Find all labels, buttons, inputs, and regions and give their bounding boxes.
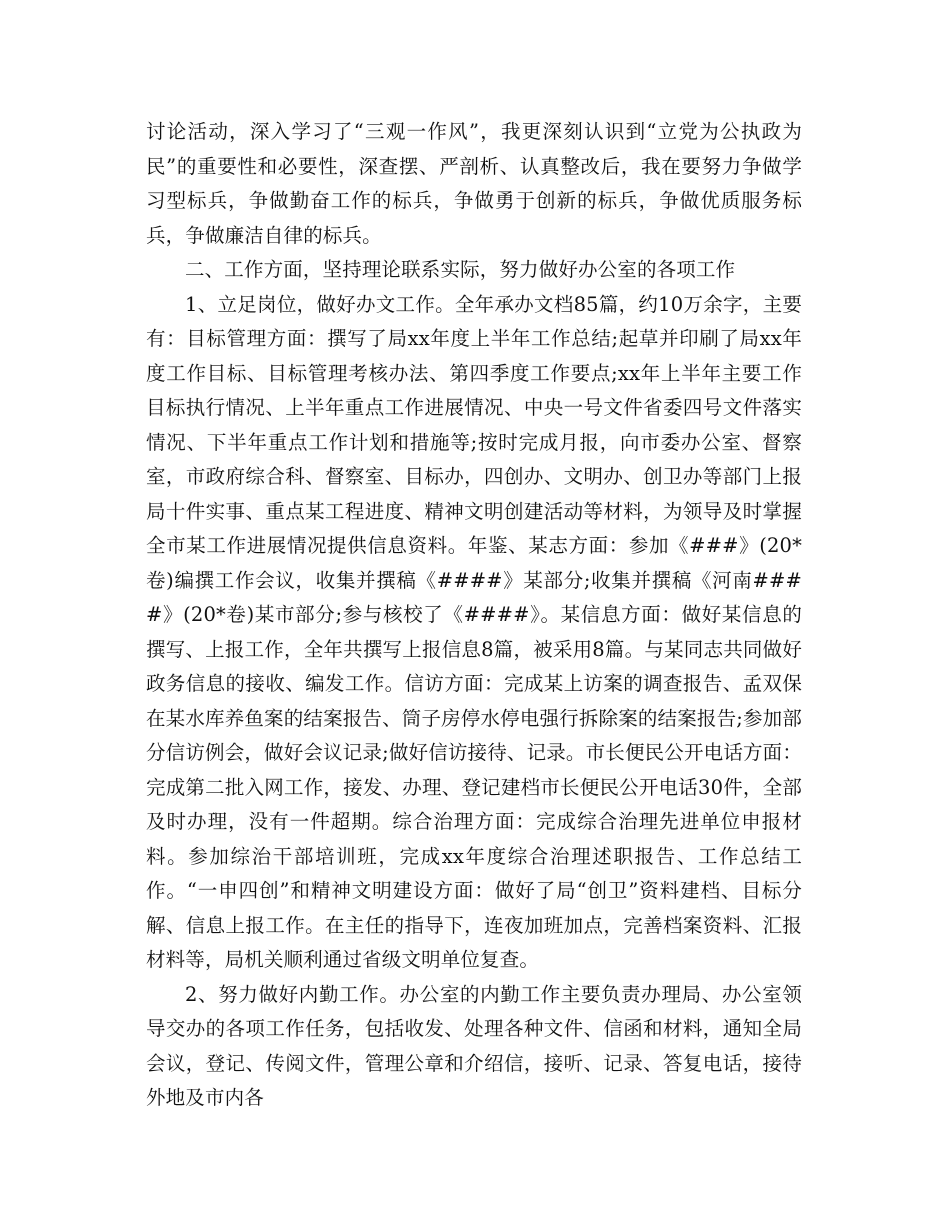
section-heading-work: 二、工作方面，坚持理论联系实际，努力做好办公室的各项工作 — [185, 258, 736, 281]
paragraph-internal-affairs: 2、努力做好内勤工作。办公室的内勤工作主要负责办理局、办公室领导交办的各项工作任务，包括收发、处理各种文件、信函和材料，通知全局会议，登记、传阅文件，管理公章和介绍信，接听、记录、答复电话，接待外地及市内各 — [146, 982, 802, 1109]
paragraph-study-discussion: 讨论活动，深入学习了“三观一作风”，我更深刻认识到“立党为公执政为民”的重要性和必要性，深查摆、严剖析、认真整改后，我在要努力争做学习型标兵，争做勤奋工作的标兵，争做勇于创新的标兵，争做优质服务标兵，争做廉洁自律的标兵。 — [146, 120, 802, 247]
document-body — [146, 115, 802, 1116]
paragraph-document-work: 1、立足岗位，做好办文工作。全年承办文档85篇，约10万余字，主要有：目标管理方面：撰写了局xx年度上半年工作总结;起草并印刷了局xx年度工作目标、目标管理考核办法、第四季度工作要点;xx年上半年主要工作目标执行情况、上半年重点工作进展情况、中央一号文件省委四号文件落实情况、下半年重点工作计划和措施等;按时完成月报，向市委办公室、督察室，市政府综合科、督察室、目标办，四创办、文明办、创卫办等部门上报局十件实事、重点某工程进度、精神文明创建活动等材料，为领导及时掌握全市某工作进展情况提供信息资料。年鉴、某志方面：参加《###》(20*卷)编撰工作会议，收集并撰稿《####》某部分;收集并撰稿《河南####》(20*卷)某市部分;参与核校了《####》。某信息方面：做好某信息的撰写、上报工作，全年共撰写上报信息8篇，被采用8篇。与某同志共同做好政务信息的接收、编发工作。信访方面：完成某上访案的调查报告、孟双保在某水库养鱼案的结案报告、筒子房停水停电强行拆除案的结案报告;参加部分信访例会，做好会议记录;做好信访接待、记录。市长便民公开电话方面：完成第二批入网工作，接发、办理、登记建档市长便民公开电话30件，全部及时办理，没有一件超期。综合治理方面：完成综合治理先进单位申报材料。参加综治干部培训班，完成xx年度综合治理述职报告、工作总结工作。“一申四创”和精神文明建设方面：做好了局“创卫”资料建档、目标分解、信息上报工作。在主任的指导下，连夜加班加点，完善档案资料、汇报材料等，局机关顺利通过省级文明单位复查。 — [146, 292, 802, 971]
